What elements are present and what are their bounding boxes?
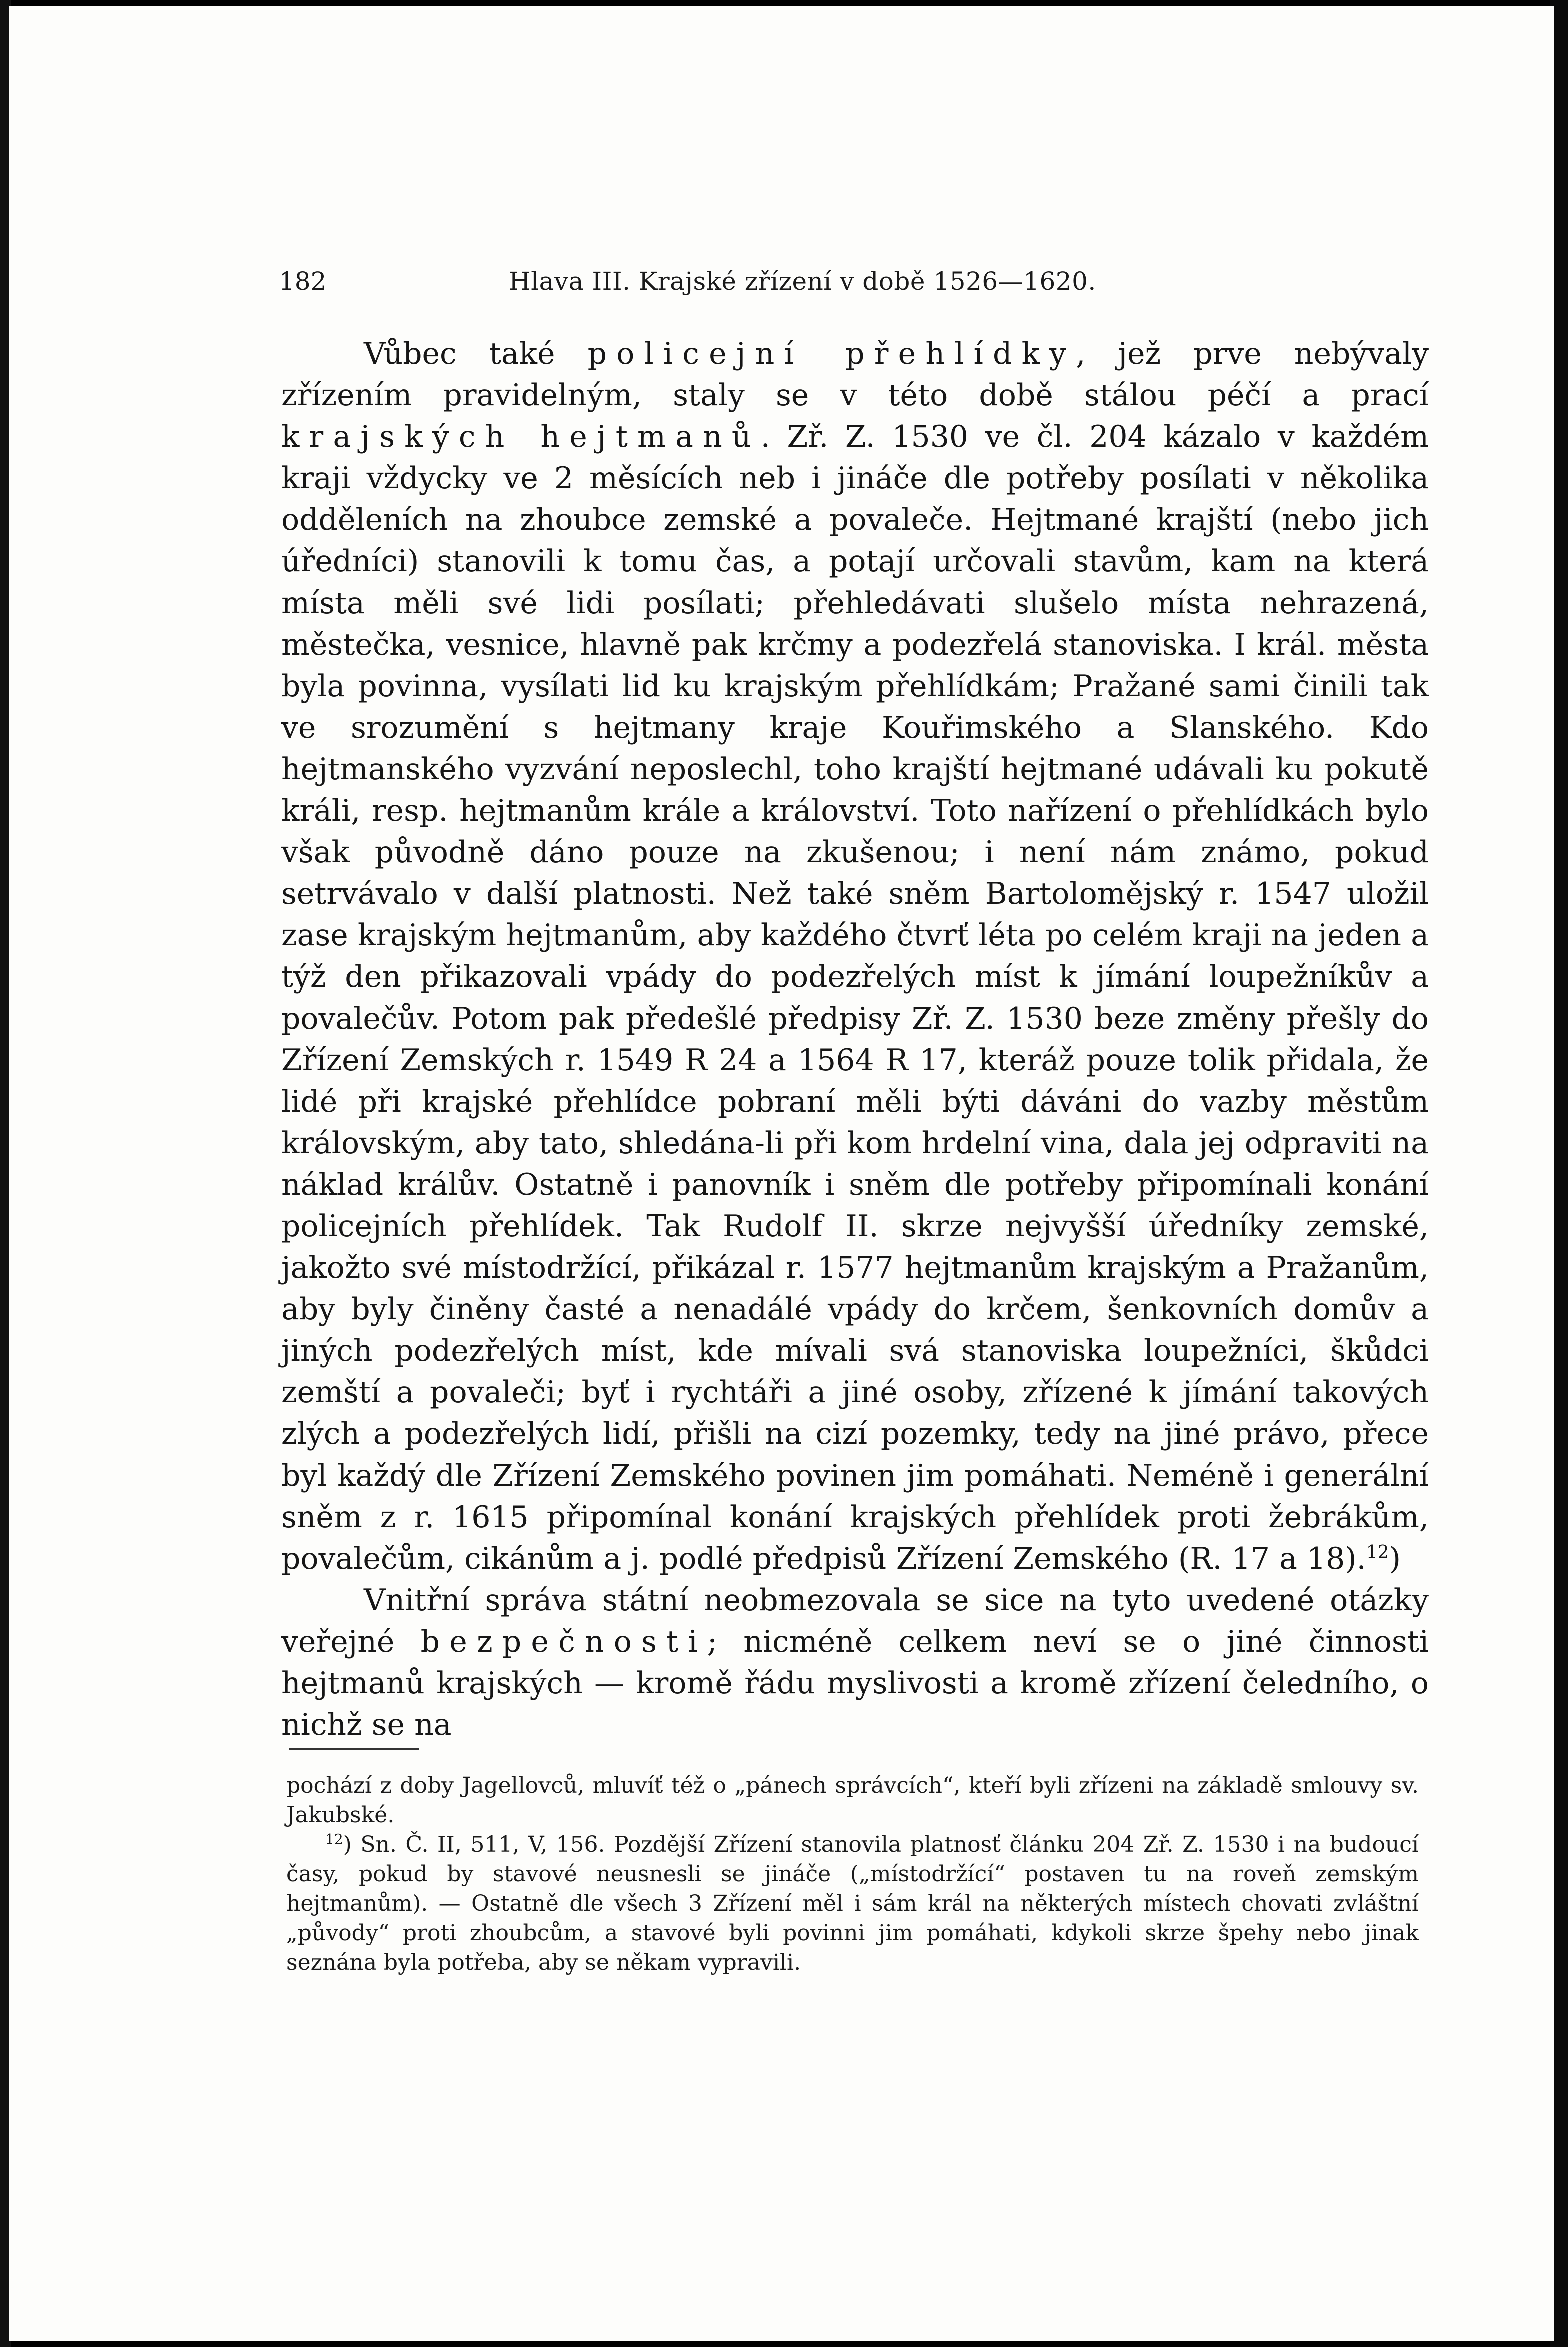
text-run: . Zř. Z. 1530 ve čl. 204 kázalo v každém kraji vždycky ve 2 měsících neb i jináče dle potřeby posílati v několika odděleních na zhoubce zemské a povaleče. Hejtmané krajští (nebo jich úředníci) stanovili k tomu čas, a potají určovali stavům, kam na která místa měli své lidi posílati; přehledávati slušelo místa nehrazená, městečka, vesnice, hlavně pak krčmy a podezřelá stanoviska. I král. města byla povinna, vysílati lid ku krajským přehlídkám; Pražané sami činili tak ve srozumění s hejtmany kraje Kouřimského a Slanského. Kdo hejtmanského vyzvání neposlechl, toho krajští hejtmané udávali ku pokutě králi, resp. hejtmanům krále a království. Toto nařízení o přehlídkách bylo však původně dáno pouze na zkušenou; i není nám známo, pokud setrvávalo v další platnosti. Než také sněm Bartolomějský r. 1547 uložil zase krajským hejtmanům, aby každého čtvrť léta po celém kraji na jeden a týž den přikazovali vpády do podezřelých míst k jímání loupežníkův a povalečův. Potom pak předešlé předpisy Zř. Z. 1530 beze změny přešly do Zřízení Zemských r. 1549 R 24 a 1564 R 17, kteráž pouze tolik přidala, že lidé při krajské přehlídce pobraní měli býti dáváni do vazby městům královským, aby tato, shledána-li při kom hrdelní vina, dala jej odpraviti na náklad králův. Ostatně i panovník i sněm dle potřeby připomínali konání policejních přehlídek. Tak Rudolf II. skrze nejvyšší úředníky zemské, jakožto své místodržící, přikázal r. 1577 hejtmanům krajským a Pražanům, aby byly činěny časté a nenadálé vpády do krčem, šenkovních domův a jiných podezřelých míst, kde mívali svá stanoviska loupežníci, škůdci zemští a povaleči; byť i rychtáři a jiné osoby, zřízené k jímání takových zlých a podezřelých lidí, přišli na cizí pozemky, tedy na jiné právo, přece byl každý dle Zřízení Zemského povinen jim pomáhati. Neméně i generální sněm z r. 1615 připomínal konání krajských přehlídek proti žebrákům, povalečům, cikánům a j. podlé předpisů Zřízení Zemského (R. 17 a 18). xyxy=(281,419,1429,1576)
text-run: ) xyxy=(1389,1541,1401,1576)
paragraph-2 xyxy=(281,1580,1429,1746)
main-text xyxy=(281,333,1429,1746)
book-page xyxy=(9,6,1554,2341)
footnote-continuation: pochází z doby Jagellovců, mluvíť též o „pánech správcích“, kteří byli zřízeni na základě smlouvy sv. Jakubské. xyxy=(286,1773,1419,1828)
footnote-ref: 12 xyxy=(1366,1542,1389,1563)
footnote-text: ) Sn. Č. II, 511, V, 156. Pozdější Zřízení stanovila platnosť článku 204 Zř. Z. 1530 i na budoucí časy, pokud by stavové neusnesli se jináče („místodržící“ postaven tu na roveň zemským hejtmanům). — Ostatně dle všech 3 Zřízení měl i sám král na některých místech chovati zvláštní „původy“ proti zhoubcům, a stavové byli povinni jim pomáhati, kdykoli skrze špehy nebo jinak seznána byla potřeba, aby se někam vypravili. xyxy=(286,1832,1419,1975)
page-number: 182 xyxy=(279,267,327,296)
page-header xyxy=(279,267,1309,307)
text-run: ; nicméně celkem neví se o jiné činnosti hejtmanů krajských — kromě řádu myslivosti a kromě zřízení čeledního, o nichž se na xyxy=(281,1624,1429,1743)
footnote-12 xyxy=(286,1830,1419,1977)
spaced-term: bezpečnosti xyxy=(420,1624,707,1659)
footnotes xyxy=(286,1771,1419,1977)
spaced-term: krajských hejtmanů xyxy=(281,419,761,455)
text-run: Vůbec také xyxy=(364,336,588,371)
text-run: Vnitřní správa státní neobmezovala se sice na tyto uvedené otázky veřejné xyxy=(281,1582,1429,1659)
running-title: Hlava III. Krajské zřízení v době 1526—1620. xyxy=(509,267,1096,296)
footnote-marker: 12 xyxy=(325,1831,343,1848)
paragraph-1 xyxy=(281,333,1429,1580)
footnote-separator xyxy=(289,1748,419,1750)
text-run: , jež prve nebývaly zřízením pravidelným, staly se v této době stálou péčí a prací xyxy=(281,336,1429,413)
spaced-term: policejní přehlídky xyxy=(587,336,1076,371)
